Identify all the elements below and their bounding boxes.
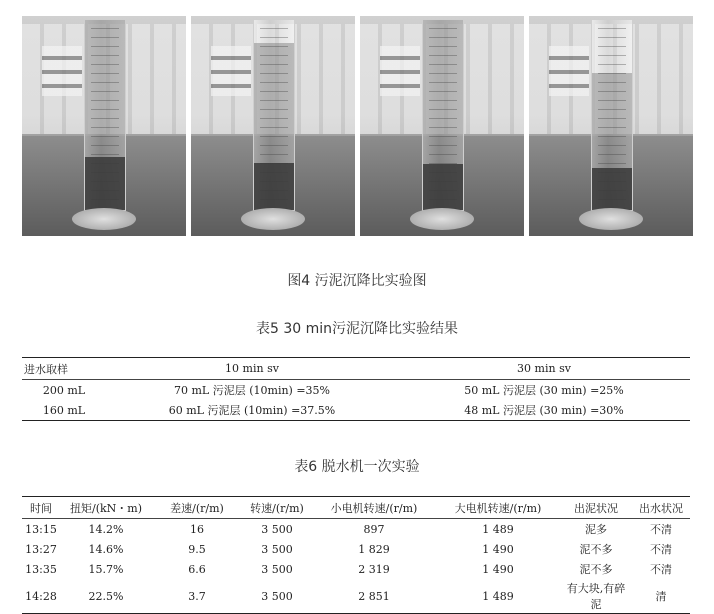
header-cell: 大电机转速/(r/m) [436, 497, 560, 519]
table-cell: 13:27 [25, 542, 57, 556]
table-cell: 不清 [650, 563, 672, 576]
header-cell: 30 min sv [398, 358, 690, 380]
table-cell: 1 489 [482, 522, 514, 536]
table-row [22, 579, 690, 614]
cylinder-base [579, 208, 643, 230]
photo-4 [529, 16, 693, 236]
table-row [22, 559, 690, 579]
graduated-cylinder [591, 20, 633, 211]
header-cell: 时间 [22, 497, 60, 519]
table-cell: 14.6% [88, 542, 124, 556]
table6-title: 表6 脱水机一次实验 [294, 459, 420, 475]
table-cell: 1 490 [482, 542, 514, 556]
table-cell: 9.5 [188, 542, 206, 556]
table-cell: 3 500 [261, 522, 293, 536]
table-header-row [22, 358, 690, 380]
table-cell: 48 mL 污泥层 (30 min) =30% [464, 404, 624, 417]
cylinder-graduations [429, 20, 457, 210]
table-row [22, 380, 690, 401]
table-cell: 14.2% [88, 522, 124, 536]
table-cell: 有大块,有碎泥 [566, 582, 626, 611]
table-cell: 70 mL 污泥层 (10min) =35% [174, 384, 330, 397]
table-cell: 1 829 [358, 542, 390, 556]
header-cell: 小电机转速/(r/m) [312, 497, 436, 519]
table-cell: 6.6 [188, 562, 206, 576]
table-header-row [22, 497, 690, 519]
cylinder-graduations [598, 20, 626, 210]
cylinder-base [72, 208, 136, 230]
table-cell: 清 [655, 590, 667, 603]
cylinder-base [241, 208, 305, 230]
table-row [22, 539, 690, 559]
table6 [22, 496, 690, 614]
table-cell: 2 319 [358, 562, 390, 576]
table-cell: 13:15 [25, 522, 57, 536]
graduated-cylinder [84, 20, 126, 211]
cylinder-graduations [91, 20, 119, 210]
figure-photos [22, 16, 693, 236]
header-cell: 扭矩/(kN・m) [60, 497, 152, 519]
table-cell: 3 500 [261, 542, 293, 556]
header-cell: 进水取样 [22, 358, 106, 380]
cylinder-base [410, 208, 474, 230]
header-cell: 出水状况 [632, 497, 690, 519]
table-cell: 3 500 [261, 589, 293, 603]
table-cell: 泥不多 [579, 543, 613, 556]
photo-2 [191, 16, 355, 236]
table-cell: 22.5% [88, 589, 124, 603]
table-cell: 1 490 [482, 562, 514, 576]
table-cell: 15.7% [88, 562, 124, 576]
table-cell: 3 500 [261, 562, 293, 576]
table-cell: 泥不多 [579, 563, 613, 576]
table-cell: 50 mL 污泥层 (30 min) =25% [464, 384, 624, 397]
header-cell: 差速/(r/m) [152, 497, 242, 519]
table5 [22, 357, 690, 421]
graduated-cylinder [422, 20, 464, 211]
table-cell: 13:35 [25, 562, 57, 576]
table-cell: 3.7 [188, 589, 206, 603]
table5-title: 表5 30 min污泥沉降比实验结果 [255, 321, 459, 337]
table-row [22, 519, 690, 540]
table-cell: 16 [190, 522, 204, 536]
cylinder-graduations [260, 20, 288, 210]
graduated-cylinder [253, 20, 295, 211]
table-cell: 897 [363, 522, 385, 536]
background-equipment [211, 46, 251, 96]
figure-caption: 图4 污泥沉降比实验图 [287, 273, 427, 289]
header-cell: 转速/(r/m) [242, 497, 312, 519]
table-cell: 160 mL [42, 403, 86, 417]
background-equipment [549, 46, 589, 96]
table-cell: 2 851 [358, 589, 390, 603]
table-cell: 1 489 [482, 589, 514, 603]
table-cell: 泥多 [585, 523, 607, 536]
background-equipment [42, 46, 82, 96]
header-cell: 10 min sv [106, 358, 398, 380]
header-cell: 出泥状况 [560, 497, 632, 519]
table-row [22, 400, 690, 421]
table-cell: 不清 [650, 543, 672, 556]
table-cell: 不清 [650, 523, 672, 536]
photo-1 [22, 16, 186, 236]
table-cell: 14:28 [25, 589, 57, 603]
background-equipment [380, 46, 420, 96]
table-cell: 200 mL [42, 383, 86, 397]
table-cell: 60 mL 污泥层 (10min) =37.5% [168, 404, 336, 417]
photo-3 [360, 16, 524, 236]
